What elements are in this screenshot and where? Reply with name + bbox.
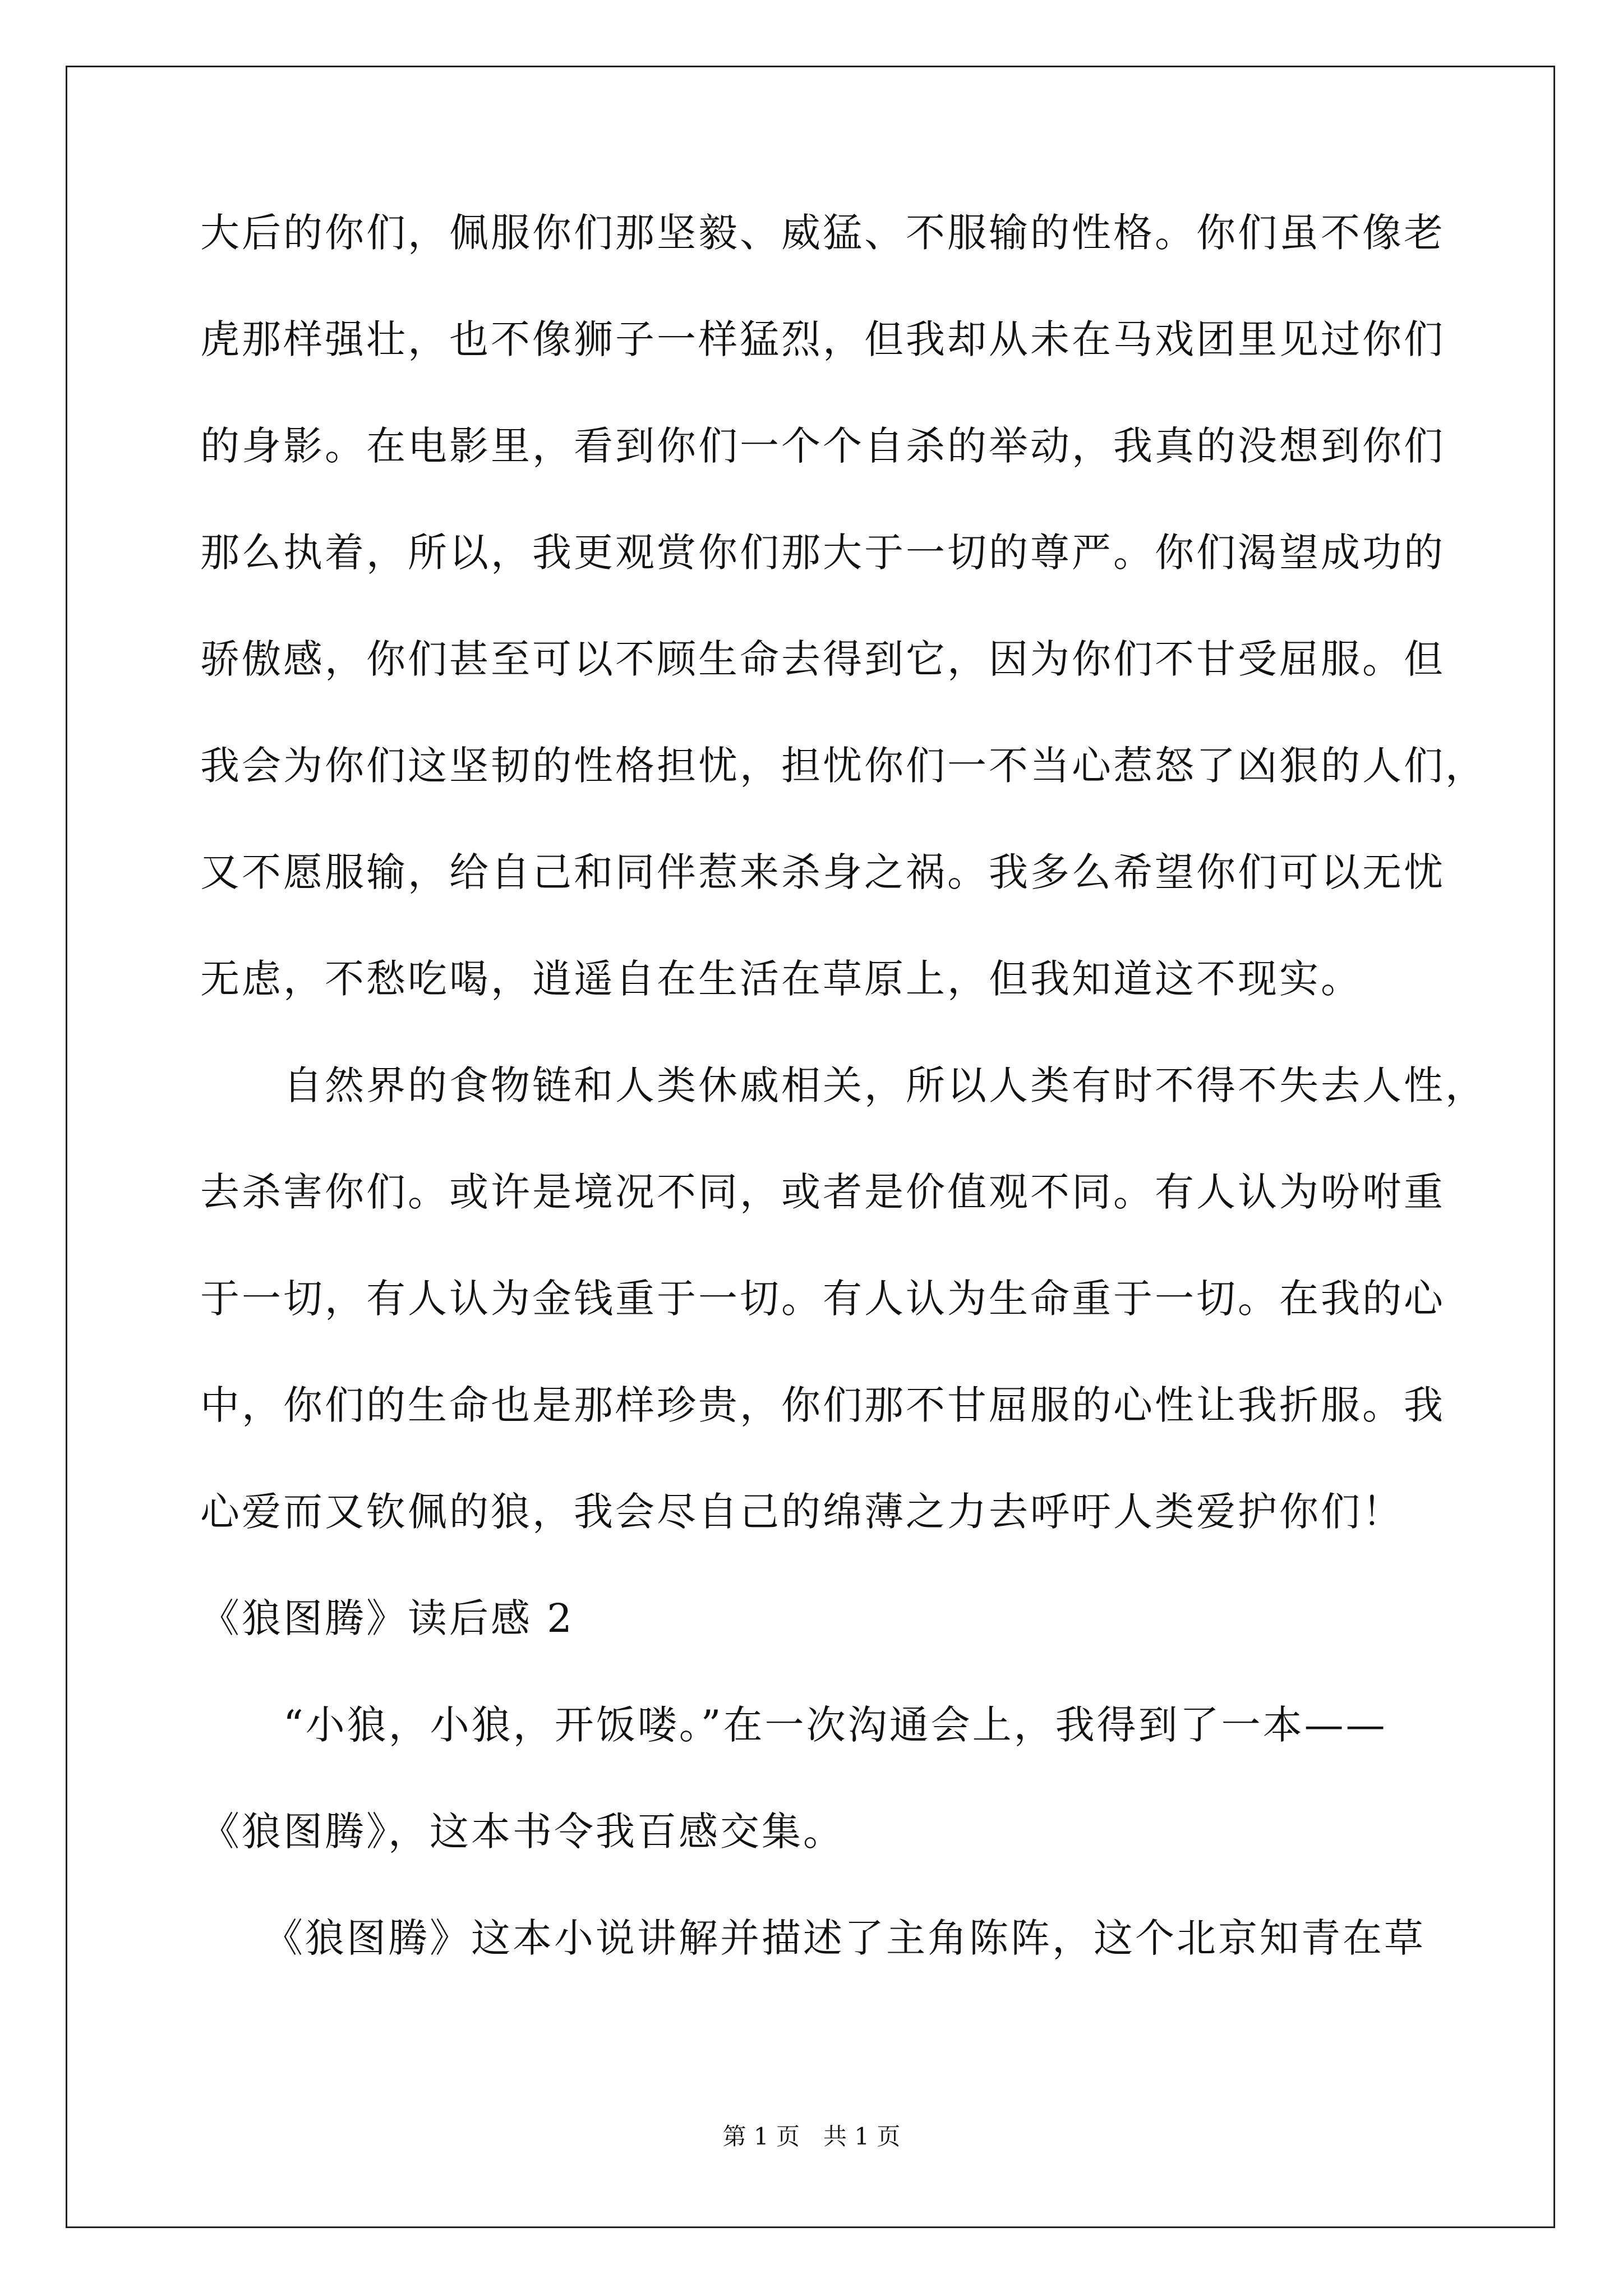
paragraph-start-line: 自然界的食物链和人类休戚相关，所以人类有时不得不失去人性， (200, 1062, 1487, 1108)
section-heading: 《狼图腾》读后感 2 (200, 1595, 574, 1641)
text-line: 去杀害你们。或许是境况不同，或者是价值观不同。有人认为吩咐重 (200, 1169, 1445, 1215)
text-line: 虎那样强壮，也不像狮子一样猛烈，但我却从未在马戏团里见过你们 (200, 316, 1445, 362)
text-line: 的身影。在电影里，看到你们一个个自杀的举动，我真的没想到你们 (200, 423, 1445, 469)
text-line: 中，你们的生命也是那样珍贵，你们那不甘屈服的心性让我折服。我 (200, 1382, 1445, 1428)
text-line: 又不愿服输，给自己和同伴惹来杀身之祸。我多么希望你们可以无忧 (200, 849, 1445, 895)
text-line: 于一切，有人认为金钱重于一切。有人认为生命重于一切。在我的心 (200, 1276, 1445, 1322)
paragraph-start-line: “小狼，小狼，开饭喽。”在一次沟通会上，我得到了一本—— (200, 1702, 1387, 1748)
text-line: 我会为你们这坚韧的性格担忧，担忧你们一不当心惹怒了凶狠的人们， (200, 743, 1487, 789)
document-body (200, 210, 1487, 2025)
text-line: 《狼图腾》，这本书令我百感交集。 (200, 1809, 845, 1855)
page-footer: 第 1 页 共 1 页 (722, 2123, 901, 2150)
paragraph-start-line: 《狼图腾》这本小说讲解并描述了主角陈阵，这个北京知青在草 (200, 1915, 1426, 1961)
text-line: 骄傲感，你们甚至可以不顾生命去得到它，因为你们不甘受屈服。但 (200, 636, 1445, 682)
text-line: 无虑，不愁吃喝，逍遥自在生活在草原上，但我知道这不现实。 (200, 956, 1362, 1002)
text-line: 大后的你们，佩服你们那坚毅、威猛、不服输的性格。你们虽不像老 (200, 210, 1445, 256)
text-line: 那么执着，所以，我更观赏你们那大于一切的尊严。你们渴望成功的 (200, 530, 1445, 576)
text-line: 心爱而又钦佩的狼，我会尽自己的绵薄之力去呼吁人类爱护你们！ (200, 1489, 1404, 1535)
